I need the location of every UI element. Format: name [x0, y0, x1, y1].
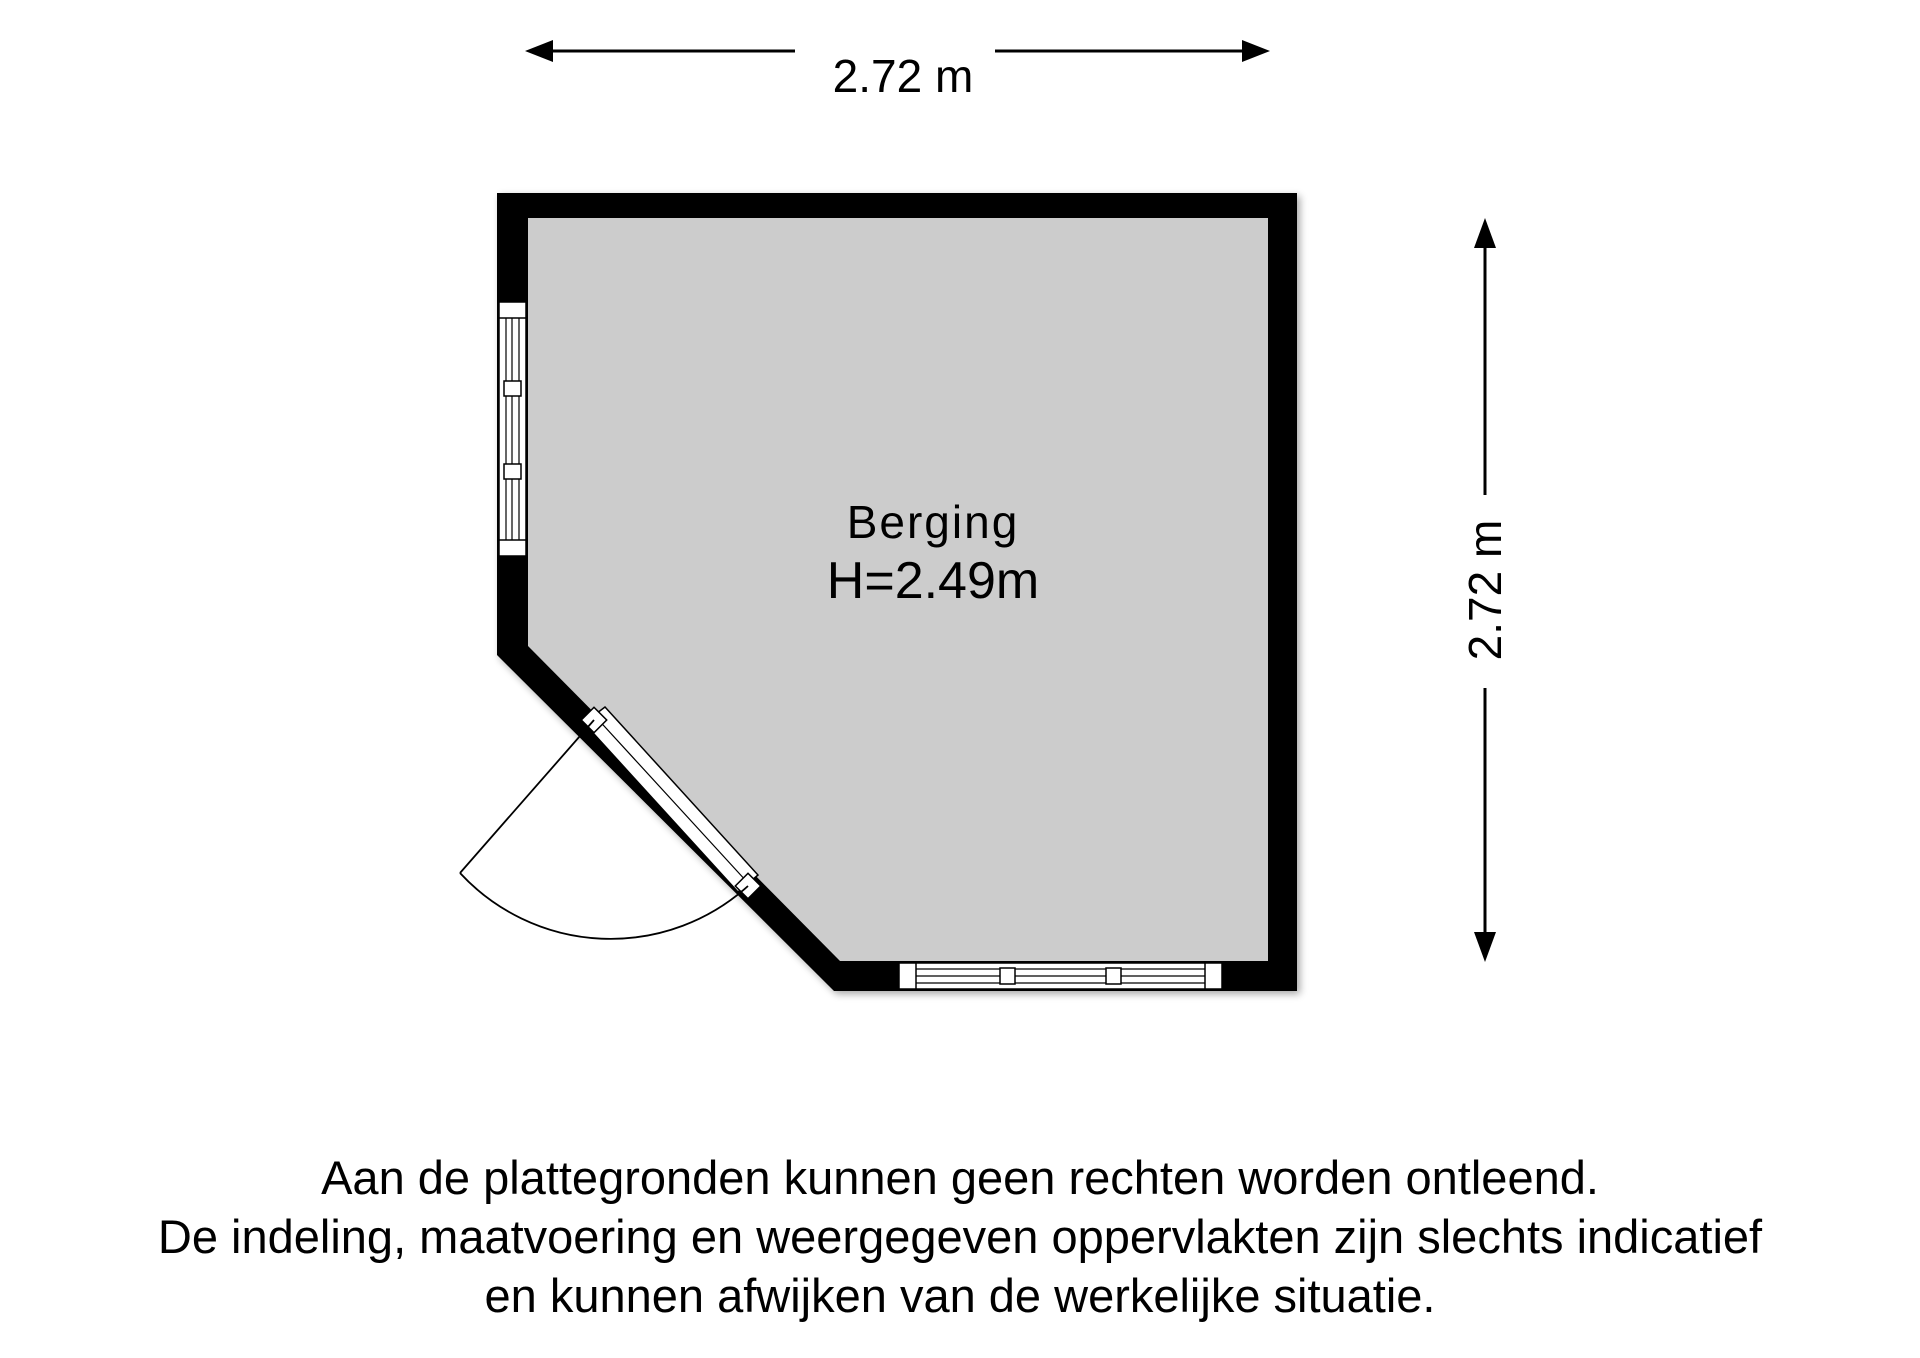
disclaimer	[0, 1148, 1920, 1325]
room-name: Berging	[846, 496, 1020, 548]
depth-dimension-label: 2.72 m	[1462, 516, 1508, 665]
door-leaf	[460, 720, 594, 873]
room-height: H=2.49m	[826, 552, 1040, 610]
door-swing-arc	[460, 873, 748, 939]
width-dimension-label: 2.72 m	[829, 53, 978, 99]
disclaimer-line: en kunnen afwijken van de werkelijke situatie.	[484, 1269, 1436, 1322]
disclaimer-line: De indeling, maatvoering en weergegeven oppervlakten zijn slechts indicatief	[157, 1210, 1763, 1263]
arrow-down-icon	[1474, 932, 1496, 962]
arrow-right-icon	[1242, 40, 1270, 62]
arrow-up-icon	[1474, 218, 1496, 248]
disclaimer-line: Aan de plattegronden kunnen geen rechten worden ontleend.	[321, 1151, 1599, 1204]
arrow-left-icon	[525, 40, 553, 62]
bottom-window	[899, 963, 1222, 989]
left-window	[499, 302, 526, 556]
